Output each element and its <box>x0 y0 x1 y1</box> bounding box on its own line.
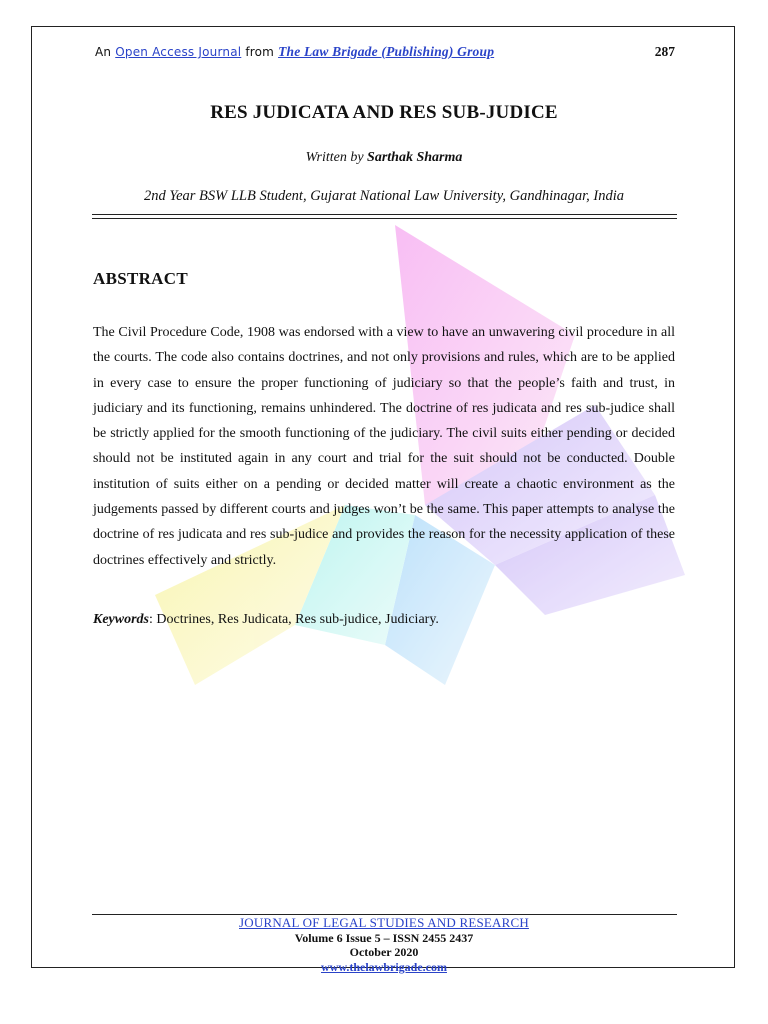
title-divider-lower <box>92 218 677 219</box>
journal-attribution <box>95 44 494 60</box>
abstract-heading: ABSTRACT <box>93 269 188 288</box>
issue-date: October 2020 <box>349 945 419 959</box>
journal-name-link[interactable]: JOURNAL OF LEGAL STUDIES AND RESEARCH <box>239 915 529 930</box>
paper-title: RES JUDICATA AND RES SUB-JUDICE <box>210 102 558 123</box>
header-from: from <box>245 45 275 59</box>
author-name: Sarthak Sharma <box>367 150 463 165</box>
author-affiliation: 2nd Year BSW LLB Student, Gujarat National Law University, Gandhinagar, India <box>143 188 624 204</box>
running-footer <box>0 916 768 974</box>
website-link[interactable]: www.thelawbrigade.com <box>321 959 447 974</box>
byline-prefix: Written by <box>305 150 364 165</box>
keywords-list: : Doctrines, Res Judicata, Res sub-judice, Judiciary. <box>149 612 439 627</box>
title-divider-upper <box>92 214 677 215</box>
volume-issue-issn: Volume 6 Issue 5 – ISSN 2455 2437 <box>294 930 474 945</box>
keywords <box>93 612 675 628</box>
header-prefix: An <box>95 45 112 59</box>
page-number: 287 <box>654 44 675 59</box>
publisher-link[interactable]: The Law Brigade (Publishing) Group <box>278 44 495 59</box>
abstract-body: The Civil Procedure Code, 1908 was endorsed with a view to have an unwavering civil procedure in all the courts. The code also contains doctrines, and not only provisions and rules, which are to be applied in every case to ensure the proper functioning of judiciary so that the people’s faith and trust, in judiciary and its functioning, remains unhindered. The doctrine of res judicata and res sub-judice shall be strictly applied for the smooth functioning of the judiciary. The civil suits either pending or decided should not be instituted again in any court and trial for the suit should not be conducted. Double institution of suits either on a pending or decided matter will create a chaotic environment as the judgements passed by different courts and judges won’t be the same. This paper attempts to analyse the doctrine of res judicata and res sub-judice and provides the reason for the necessity application of these doctrines effectively and strictly. <box>93 325 675 568</box>
keywords-label: Keywords <box>93 612 149 627</box>
byline <box>0 150 768 166</box>
open-access-link[interactable]: Open Access Journal <box>115 45 242 59</box>
